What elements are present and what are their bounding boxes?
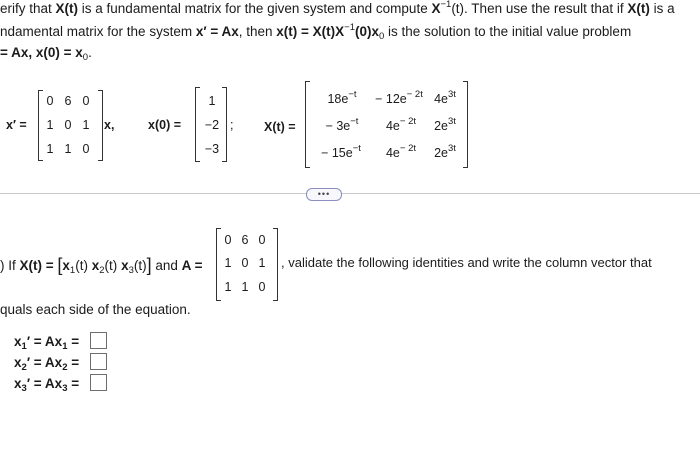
fundamental-cell: − $3e^{-t}$ [325,116,359,133]
matrix-cell: 0 [258,233,266,247]
identity-3: $x_3' = Ax_3$ = [14,376,80,394]
more-button[interactable]: ••• [306,188,342,201]
fundamental-cell: $2e^{3t}$ [434,116,456,133]
part-matrix-left-bracket [216,228,221,301]
matrix-cell: 1 [46,118,54,132]
matrix-cell: 0 [82,94,90,108]
matrix-cell: 1 [224,280,232,294]
matrix-cell: 1 [241,280,249,294]
matrix-cell: 6 [241,233,249,247]
system-rhs: x, [104,118,115,132]
matrix-cell: 0 [241,256,249,270]
bracket-close: ] [146,255,152,275]
part-matrix-right-bracket [273,228,278,301]
matrix-cell: 1 [64,142,72,156]
identity-2: $x_2' = Ax_2$ = [14,355,80,373]
matrix-cell: 1 [224,256,232,270]
identity-1: $x_1' = Ax_1$ = [14,334,80,352]
fundamental-cell: $18e^{-t}$ [327,89,357,106]
answer-box-3[interactable] [90,374,107,391]
fundamental-matrix-label: X(t) = [264,120,296,134]
matrix-cell: 1 [46,142,54,156]
fundamental-cell: $4e^{- 2t}$ [385,143,417,160]
bracket-open: [ [57,255,63,275]
fundamental-cell: − $15e^{-t}$ [321,143,361,160]
answer-box-2[interactable] [90,353,107,370]
answer-box-1[interactable] [90,332,107,349]
system-lhs: x′ = [6,118,27,132]
matrix-cell: 0 [224,233,232,247]
fundamental-cell: $4e^{- 2t}$ [385,116,417,133]
initial-condition-label: x(0) = [148,118,182,132]
problem-line-2: ndamental matrix for the system x′ = Ax, then $x(t) = X(t)X^{-1}(0)x_0$ is the solution to the initial value problem [0,22,632,42]
ic-vector-cell: 1 [208,94,216,108]
matrix-cell: 0 [64,118,72,132]
fundamental-cell: − $12e^{- 2t}$ [375,89,423,106]
matrix-cell: 1 [258,256,266,270]
fundamental-cell: $4e^{3t}$ [434,89,456,106]
part-tail: , validate the following identities and write the column vector that [281,255,652,270]
part-statement: ) If $X(t) = [x_1(t)$ $x_2(t)$ $x_3(t)$] and A = [0,255,203,276]
problem-line-1: erify that X(t) is a fundamental matrix for the given system and compute $X^{-1}(t)$. Then use the result that if X(t) is a [0,0,675,16]
ic-vector-cell: −3 [204,142,220,156]
fundamental-matrix-left-bracket [305,81,310,168]
part-line-2: quals each side of the equation. [0,302,191,317]
matrix-cell: 6 [64,94,72,108]
ic-vector-cell: −2 [204,118,220,132]
ic-end: ; [230,118,234,132]
problem-line-3: = Ax, $x(0) = x_0$. [0,45,92,63]
system-matrix-right-bracket [98,90,103,161]
fundamental-cell: $2e^{3t}$ [434,143,456,160]
section-divider [0,193,700,194]
matrix-cell: 1 [82,118,90,132]
fundamental-matrix-right-bracket [463,81,468,168]
matrix-cell: 0 [46,94,54,108]
matrix-cell: 0 [82,142,90,156]
matrix-cell: 0 [258,280,266,294]
system-matrix-left-bracket [38,90,43,161]
